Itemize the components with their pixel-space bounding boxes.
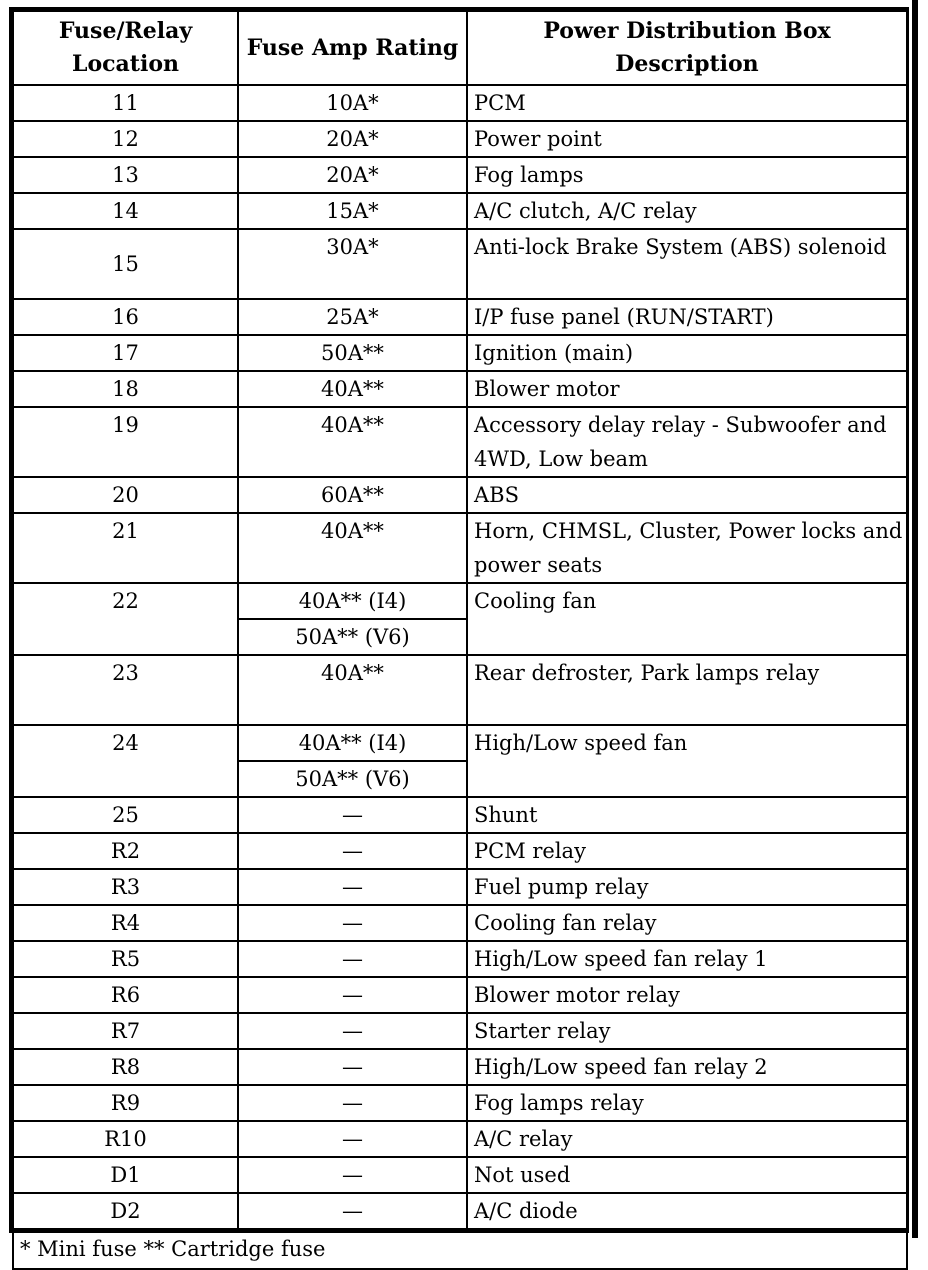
table-row — [13, 1121, 907, 1157]
cell-location: 14 — [13, 193, 238, 229]
cell-rating: 15A* — [238, 193, 467, 229]
table-row — [13, 1085, 907, 1121]
cell-rating: 25A* — [238, 299, 467, 335]
table-row — [13, 1193, 907, 1229]
cell-location: 15 — [13, 229, 238, 299]
table-row — [13, 121, 907, 157]
cell-rating: — — [238, 1085, 467, 1121]
cell-rating: — — [238, 1049, 467, 1085]
cell-rating: 20A* — [238, 121, 467, 157]
table-row — [13, 833, 907, 869]
cell-rating: — — [238, 905, 467, 941]
cell-location: 23 — [13, 655, 238, 725]
table-row — [13, 655, 907, 725]
table-body — [13, 85, 907, 1229]
cell-rating: 40A** — [238, 407, 467, 477]
cell-rating-alt: 50A** (V6) — [238, 619, 467, 655]
cell-location: R2 — [13, 833, 238, 869]
cell-location: 12 — [13, 121, 238, 157]
cell-rating: 20A* — [238, 157, 467, 193]
cell-location: 11 — [13, 85, 238, 121]
table-row — [13, 905, 907, 941]
cell-description: Fog lamps relay — [467, 1085, 907, 1121]
cell-rating: 40A** — [238, 513, 467, 583]
table-row — [13, 725, 907, 761]
cell-description: Rear defroster, Park lamps relay — [467, 655, 907, 725]
table-row — [13, 299, 907, 335]
table-row — [13, 977, 907, 1013]
table-row — [13, 407, 907, 477]
header-row — [13, 11, 907, 85]
cell-rating: 50A** — [238, 335, 467, 371]
cell-rating: — — [238, 977, 467, 1013]
cell-description: Not used — [467, 1157, 907, 1193]
cell-description: Shunt — [467, 797, 907, 833]
cell-rating: 10A* — [238, 85, 467, 121]
header-location: Fuse/Relay Location — [13, 11, 238, 85]
cell-location: D2 — [13, 1193, 238, 1229]
cell-description: Blower motor relay — [467, 977, 907, 1013]
table-row — [13, 477, 907, 513]
cell-location: 24 — [13, 725, 238, 797]
cell-description: Fuel pump relay — [467, 869, 907, 905]
table-row — [13, 371, 907, 407]
cell-description: ABS — [467, 477, 907, 513]
cell-rating: — — [238, 1121, 467, 1157]
cell-location: 18 — [13, 371, 238, 407]
cell-rating: — — [238, 1013, 467, 1049]
cell-description: Ignition (main) — [467, 335, 907, 371]
cell-description: Blower motor — [467, 371, 907, 407]
cell-rating: 60A** — [238, 477, 467, 513]
footnote: * Mini fuse ** Cartridge fuse — [13, 1229, 907, 1269]
cell-rating: — — [238, 833, 467, 869]
cell-rating: — — [238, 941, 467, 977]
cell-location: R7 — [13, 1013, 238, 1049]
cell-rating: 40A** (I4) — [238, 583, 467, 619]
cell-description: Starter relay — [467, 1013, 907, 1049]
cell-location: 22 — [13, 583, 238, 655]
fuse-table — [12, 10, 908, 1270]
cell-location: R6 — [13, 977, 238, 1013]
table-row — [13, 513, 907, 583]
cell-description: Accessory delay relay - Subwoofer and 4WD, Low beam — [467, 407, 907, 477]
cell-location: 21 — [13, 513, 238, 583]
cell-description: A/C relay — [467, 1121, 907, 1157]
cell-description: Horn, CHMSL, Cluster, Power locks and power seats — [467, 513, 907, 583]
table-row — [13, 157, 907, 193]
cell-rating: 40A** — [238, 655, 467, 725]
cell-location: R5 — [13, 941, 238, 977]
cell-rating: 40A** — [238, 371, 467, 407]
cell-rating: — — [238, 797, 467, 833]
table-row — [13, 1013, 907, 1049]
cell-location: 16 — [13, 299, 238, 335]
cell-description: PCM relay — [467, 833, 907, 869]
table-row — [13, 1157, 907, 1193]
cell-rating: — — [238, 1157, 467, 1193]
cell-rating: — — [238, 1193, 467, 1229]
table-row — [13, 583, 907, 619]
table-row — [13, 229, 907, 299]
cell-description: High/Low speed fan — [467, 725, 907, 797]
cell-rating: 30A* — [238, 229, 467, 299]
table-row — [13, 85, 907, 121]
cell-description: Anti-lock Brake System (ABS) solenoid — [467, 229, 907, 299]
table-row — [13, 335, 907, 371]
table-row — [13, 869, 907, 905]
table-row — [13, 1049, 907, 1085]
cell-description: Cooling fan — [467, 583, 907, 655]
cell-description: PCM — [467, 85, 907, 121]
cell-location: R8 — [13, 1049, 238, 1085]
cell-description: I/P fuse panel (RUN/START) — [467, 299, 907, 335]
cell-rating-alt: 50A** (V6) — [238, 761, 467, 797]
table-row — [13, 941, 907, 977]
cell-description: A/C clutch, A/C relay — [467, 193, 907, 229]
cell-location: 19 — [13, 407, 238, 477]
header-description: Power Distribution Box Description — [467, 11, 907, 85]
cell-location: R4 — [13, 905, 238, 941]
cell-location: D1 — [13, 1157, 238, 1193]
table-row — [13, 193, 907, 229]
cell-description: High/Low speed fan relay 1 — [467, 941, 907, 977]
cell-location: 13 — [13, 157, 238, 193]
right-border-bar — [912, 0, 918, 1238]
cell-rating: 40A** (I4) — [238, 725, 467, 761]
cell-rating: — — [238, 869, 467, 905]
footnote-row — [13, 1229, 907, 1269]
cell-location: 25 — [13, 797, 238, 833]
header-rating: Fuse Amp Rating — [238, 11, 467, 85]
cell-location: R9 — [13, 1085, 238, 1121]
cell-location: 17 — [13, 335, 238, 371]
cell-description: Fog lamps — [467, 157, 907, 193]
cell-location: R3 — [13, 869, 238, 905]
cell-location: R10 — [13, 1121, 238, 1157]
cell-description: High/Low speed fan relay 2 — [467, 1049, 907, 1085]
cell-description: A/C diode — [467, 1193, 907, 1229]
cell-description: Cooling fan relay — [467, 905, 907, 941]
cell-description: Power point — [467, 121, 907, 157]
table-row — [13, 797, 907, 833]
cell-location: 20 — [13, 477, 238, 513]
